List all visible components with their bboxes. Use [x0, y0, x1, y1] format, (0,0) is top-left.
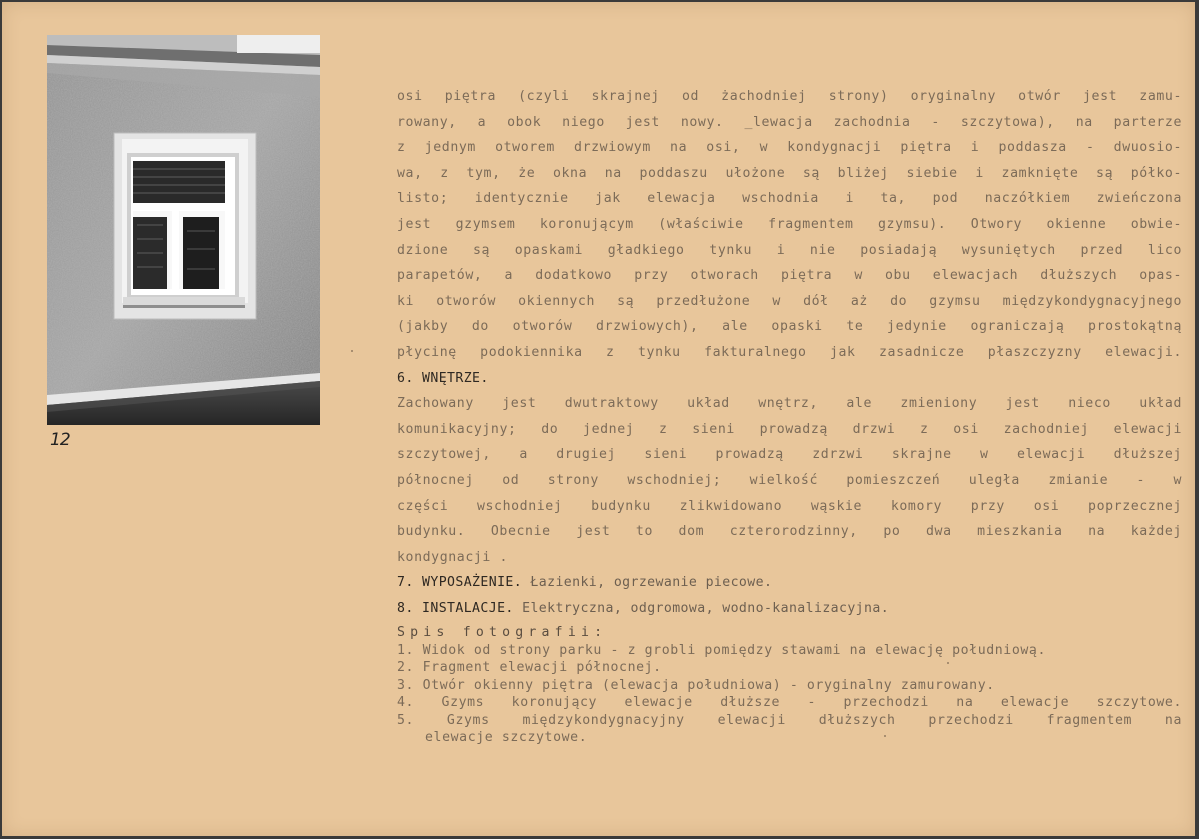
section-heading-label: 7. WYPOSAŻENIE.	[397, 575, 523, 591]
section-text: Elektryczna, odgromowa, wodno-kanalizacyjna.	[513, 600, 890, 616]
list-item: 3. Otwór okienny piętra (elewacja południowa) - oryginalny zamurowany.	[397, 677, 995, 693]
list-item: 1. Widok od strony parku - z grobli pomiędzy stawami na elewację południową.	[397, 643, 1047, 658]
section-text: Łazienki, ogrzewanie piecowe.	[522, 575, 773, 591]
section-heading-interior	[397, 366, 1182, 392]
paper-speck	[884, 735, 886, 737]
text-line: osi piętra (czyli skrajnej od żachodniej strony) oryginalny otwór jest zamu-	[397, 89, 1182, 104]
text-line: budynku. Obecnie jest to dom czterorodzinny, po dwa mieszkania na każdej	[397, 524, 1182, 540]
text-line: wa, z tym, że okna na poddaszu ułożone są bliżej siebie i zamknięte są półko-	[397, 165, 1182, 181]
typewritten-text	[397, 84, 1182, 621]
section-heading-label: 8. INSTALACJE.	[397, 600, 514, 616]
photo-list-title: Spis fotografii:	[397, 625, 608, 640]
text-line: (jakby do otworów drzwiowych), ale opaski te jedynie ograniczają prostokątną	[397, 319, 1182, 335]
text-line: szczytowej, a drugiej sieni prowadzą zdrzwi skrajne w elewacji dłuższej	[397, 447, 1182, 463]
text-line: z jednym otworem drzwiowym na osi, w kondygnacji piętra i poddasza - dwuosio-	[397, 140, 1182, 156]
text-line: płycinę podokiennika z tynku fakturalnego jak zasadnicze płaszczyzny elewacji.	[397, 344, 1182, 360]
section-heading-label: 6. WNĘTRZE.	[397, 370, 489, 386]
text-line: listo; identycznie jak elewacja wschodnia i ta, pod naczółkiem zwieńczona	[397, 191, 1182, 207]
section-heading-installations	[397, 596, 1182, 622]
text-line: jest gzymsem koronującym (właściwie fragmentem gzymsu). Otwory okienne obwie-	[397, 216, 1182, 232]
list-item: 4. Gzyms koronujący elewacje dłuższe - przechodzi na elewacje szczytowe.	[397, 695, 1182, 711]
window-photograph	[47, 35, 320, 425]
text-line: ki otworów okiennych są przedłużone w dół aż do gzymsu międzykondygnacyjnego	[397, 293, 1182, 309]
list-item: 2. Fragment elewacji północnej.	[397, 660, 662, 676]
text-line: dzione są opaskami gładkiego tynku i nie posiadają wysuniętych przed lico	[397, 242, 1182, 258]
document-page	[2, 2, 1195, 836]
paper-speck	[351, 350, 353, 352]
text-line: komunikacyjny; do jednej z sieni prowadzą drzwi z osi zachodniej elewacji	[397, 421, 1182, 437]
photo-list	[397, 624, 1182, 746]
text-line: Zachowany jest dwutraktowy układ wnętrz, ale zmieniony jest nieco układ	[397, 396, 1182, 412]
section-heading-equipment	[397, 570, 1182, 596]
text-line: części wschodniej budynku zlikwidowano wąskie komory przy osi poprzecznej	[397, 498, 1182, 514]
paper-speck	[947, 662, 949, 664]
text-line: kondygnacji .	[397, 549, 509, 565]
text-line: parapetów, a dodatkowo przy otworach piętra w obu elewacjach dłuższych opas-	[397, 268, 1182, 284]
photo-number: 12	[50, 430, 70, 450]
list-item: elewacje szczytowe.	[425, 729, 588, 745]
text-line: północnej od strony wschodniej; wielkość pomieszczeń uległa zmianie - w	[397, 472, 1182, 488]
text-line: rowany, a obok niego jest nowy. _lewacja zachodnia - szczytowa), na parterze	[397, 114, 1182, 130]
list-item: 5. Gzyms międzykondygnacyjny elewacji dłuższych przechodzi fragmentem na	[397, 712, 1182, 728]
